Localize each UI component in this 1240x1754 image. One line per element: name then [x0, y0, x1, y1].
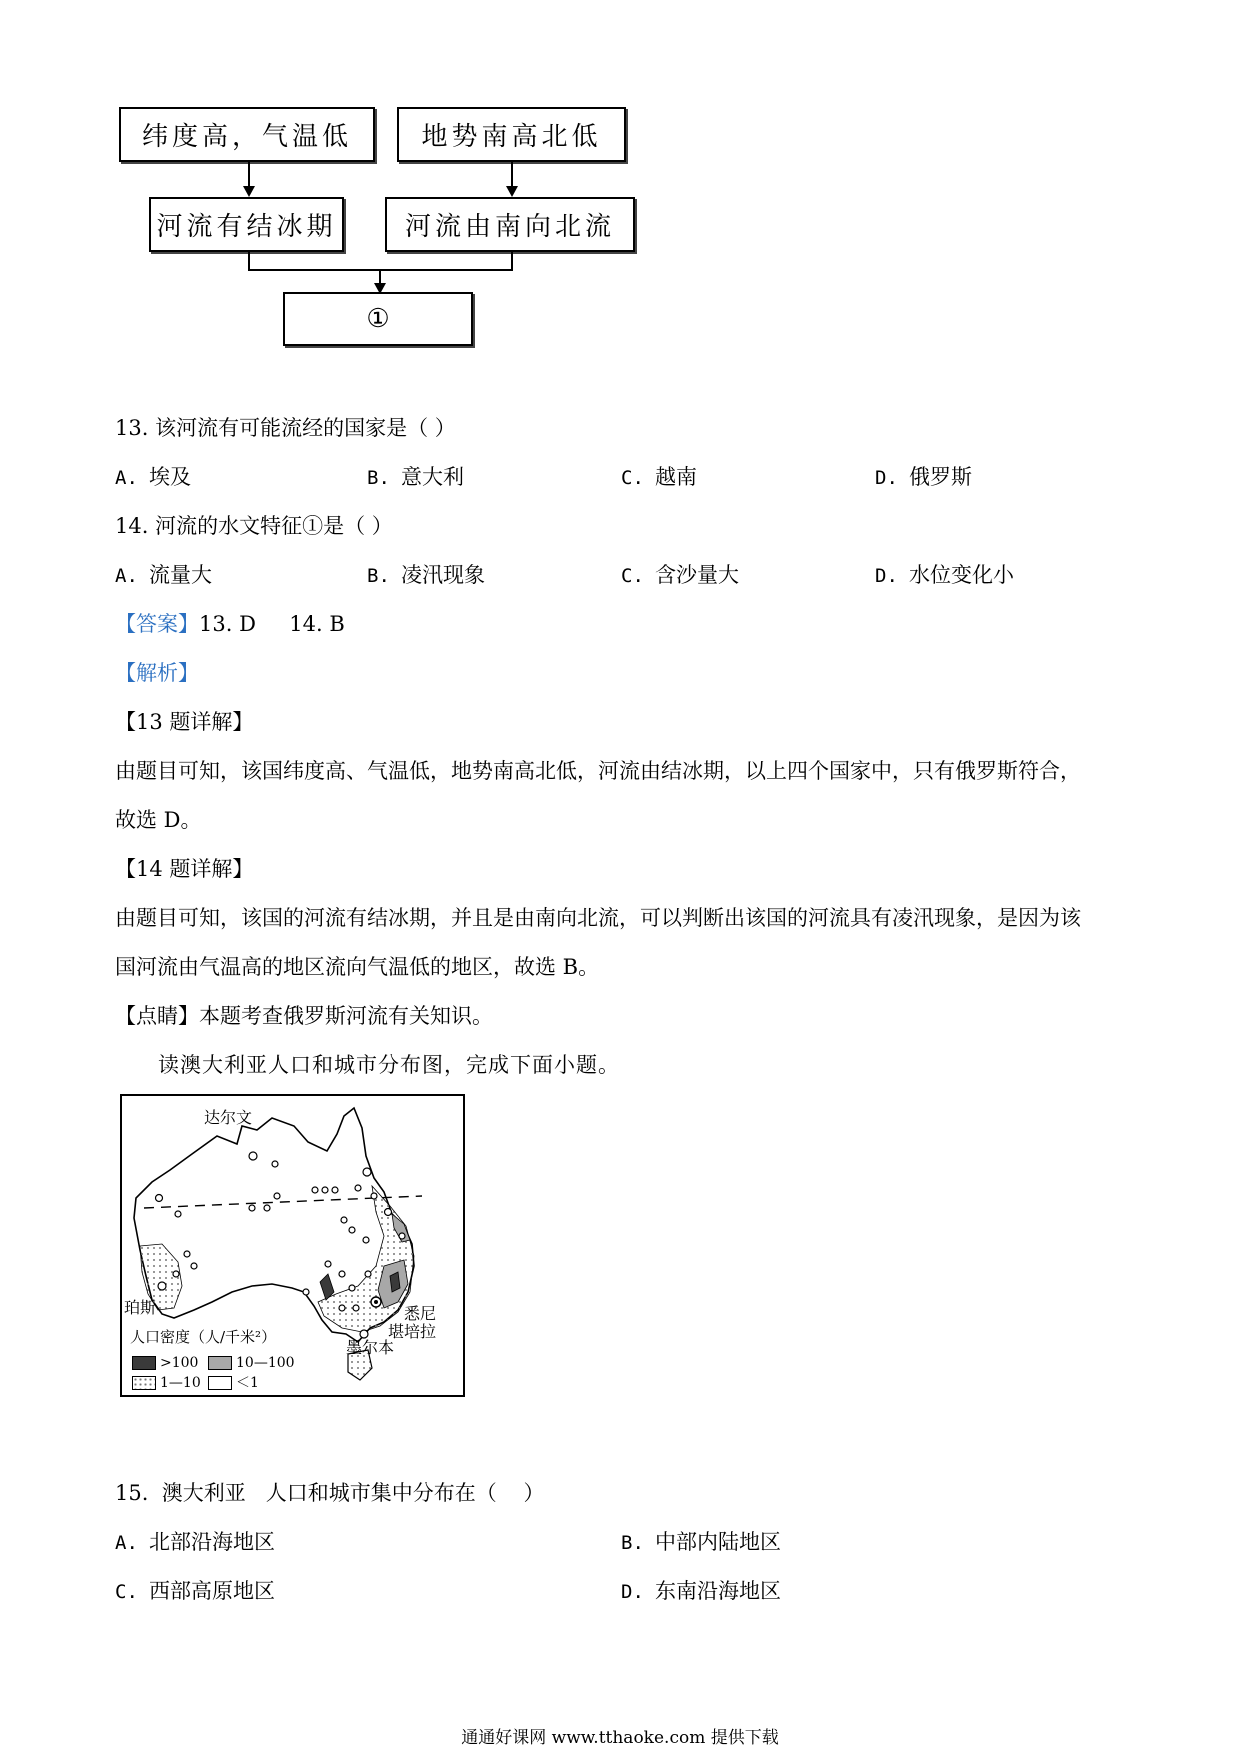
connector-line	[248, 162, 250, 188]
detail-14-title: 【14 题详解】	[115, 857, 254, 881]
option-key: C.	[621, 467, 644, 489]
q13-option-c	[621, 467, 697, 488]
option-text: 中部内陆地区	[655, 1530, 781, 1554]
comment-text: 本题考查俄罗斯河流有关知识。	[199, 1004, 493, 1028]
option-text: 含沙量大	[655, 563, 739, 587]
option-text: 意大利	[401, 465, 464, 489]
flow-box-flow-direction: 河流由南向北流	[385, 197, 635, 252]
intro-australia: 读澳大利亚人口和城市分布图，完成下面小题。	[158, 1053, 620, 1077]
q13-option-b	[367, 467, 464, 488]
option-key: B.	[367, 467, 390, 489]
legend-swatch-high	[132, 1356, 156, 1370]
q15-option-a	[115, 1532, 275, 1553]
map-drawing	[122, 1096, 463, 1395]
comment-label: 【点睛】	[115, 1004, 199, 1028]
option-key: B.	[621, 1532, 644, 1554]
q13-option-d	[875, 467, 972, 488]
answer-text: 13. D 14. B	[199, 612, 345, 636]
legend-label-low: 1—10	[160, 1375, 201, 1391]
q15-option-b	[621, 1532, 781, 1553]
canberra-dot	[374, 1300, 378, 1304]
option-key: D.	[621, 1581, 644, 1603]
legend-swatch-sparse	[208, 1376, 232, 1390]
option-text: 俄罗斯	[909, 465, 972, 489]
option-text: 越南	[655, 465, 697, 489]
option-key: A.	[115, 565, 138, 587]
question-15-stem: 15. 澳大利亚 人口和城市集中分布在（ ）	[115, 1481, 545, 1505]
detail-13-line-2: 故选 D。	[115, 808, 202, 832]
page-footer: 通通好课网 www.tthaoke.com 提供下载	[461, 1728, 779, 1748]
q15-option-c	[115, 1581, 275, 1602]
option-key: B.	[367, 565, 390, 587]
flow-box-freezing: 河流有结冰期	[149, 197, 344, 252]
option-text: 流量大	[149, 563, 212, 587]
detail-14-line-1: 由题目可知，该国的河流有结冰期，并且是由南向北流，可以判断出该国的河流具有凌汛现象，是因为该	[115, 906, 1081, 930]
legend-title: 人口密度（人/千米²）	[130, 1328, 277, 1346]
detail-13-line-1: 由题目可知，该国纬度高、气温低，地势南高北低，河流由结冰期，以上四个国家中，只有俄罗斯符合，	[115, 759, 1081, 783]
option-text: 东南沿海地区	[655, 1579, 781, 1603]
connector-line	[248, 252, 250, 270]
option-text: 北部沿海地区	[149, 1530, 275, 1554]
legend-label-mid: 10—100	[236, 1355, 295, 1371]
connector-line	[511, 252, 513, 270]
arrow-down-icon	[506, 186, 518, 197]
label-perth: 珀斯	[124, 1298, 157, 1317]
option-key: C.	[621, 565, 644, 587]
analysis-label: 【解析】	[115, 661, 199, 685]
connector-line	[511, 162, 513, 188]
q14-option-c	[621, 565, 739, 586]
option-text: 凌汛现象	[401, 563, 485, 587]
sydney-high-density-zone	[390, 1272, 400, 1292]
label-canberra: 堪培拉	[388, 1322, 437, 1341]
comment-line	[115, 1006, 493, 1027]
australia-population-map	[120, 1094, 465, 1397]
label-sydney: 悉尼	[404, 1304, 437, 1323]
q15-option-d	[621, 1581, 781, 1602]
legend-swatch-low	[132, 1376, 156, 1390]
label-melbourne: 墨尔本	[346, 1338, 395, 1357]
detail-13-title: 【13 题详解】	[115, 710, 254, 734]
q14-option-b	[367, 565, 485, 586]
option-text: 西部高原地区	[149, 1579, 275, 1603]
option-text: 水位变化小	[909, 563, 1014, 587]
flow-box-terrain: 地势南高北低	[397, 107, 626, 162]
legend-label-sparse: ＜1	[236, 1375, 259, 1391]
option-key: A.	[115, 1532, 138, 1554]
flow-box-latitude: 纬度高，气温低	[119, 107, 375, 162]
q13-option-a	[115, 467, 191, 488]
option-key: C.	[115, 1581, 138, 1603]
question-14-stem: 14. 河流的水文特征①是（ ）	[115, 514, 393, 538]
option-key: D.	[875, 565, 898, 587]
flow-box-result: ①	[283, 292, 473, 346]
answer-label: 【答案】	[115, 612, 199, 636]
detail-14-line-2: 国河流由气温高的地区流向气温低的地区，故选 B。	[115, 955, 600, 979]
legend-label-high: >100	[160, 1355, 199, 1371]
label-darwin: 达尔文	[204, 1108, 253, 1127]
option-text: 埃及	[149, 465, 191, 489]
question-13-stem: 13. 该河流有可能流经的国家是（ ）	[115, 416, 456, 440]
q14-option-a	[115, 565, 212, 586]
option-key: D.	[875, 467, 898, 489]
arrow-down-icon	[243, 186, 255, 197]
option-key: A.	[115, 467, 138, 489]
answer-line	[115, 614, 345, 635]
q14-option-d	[875, 565, 1014, 586]
legend-swatch-mid	[208, 1356, 232, 1370]
